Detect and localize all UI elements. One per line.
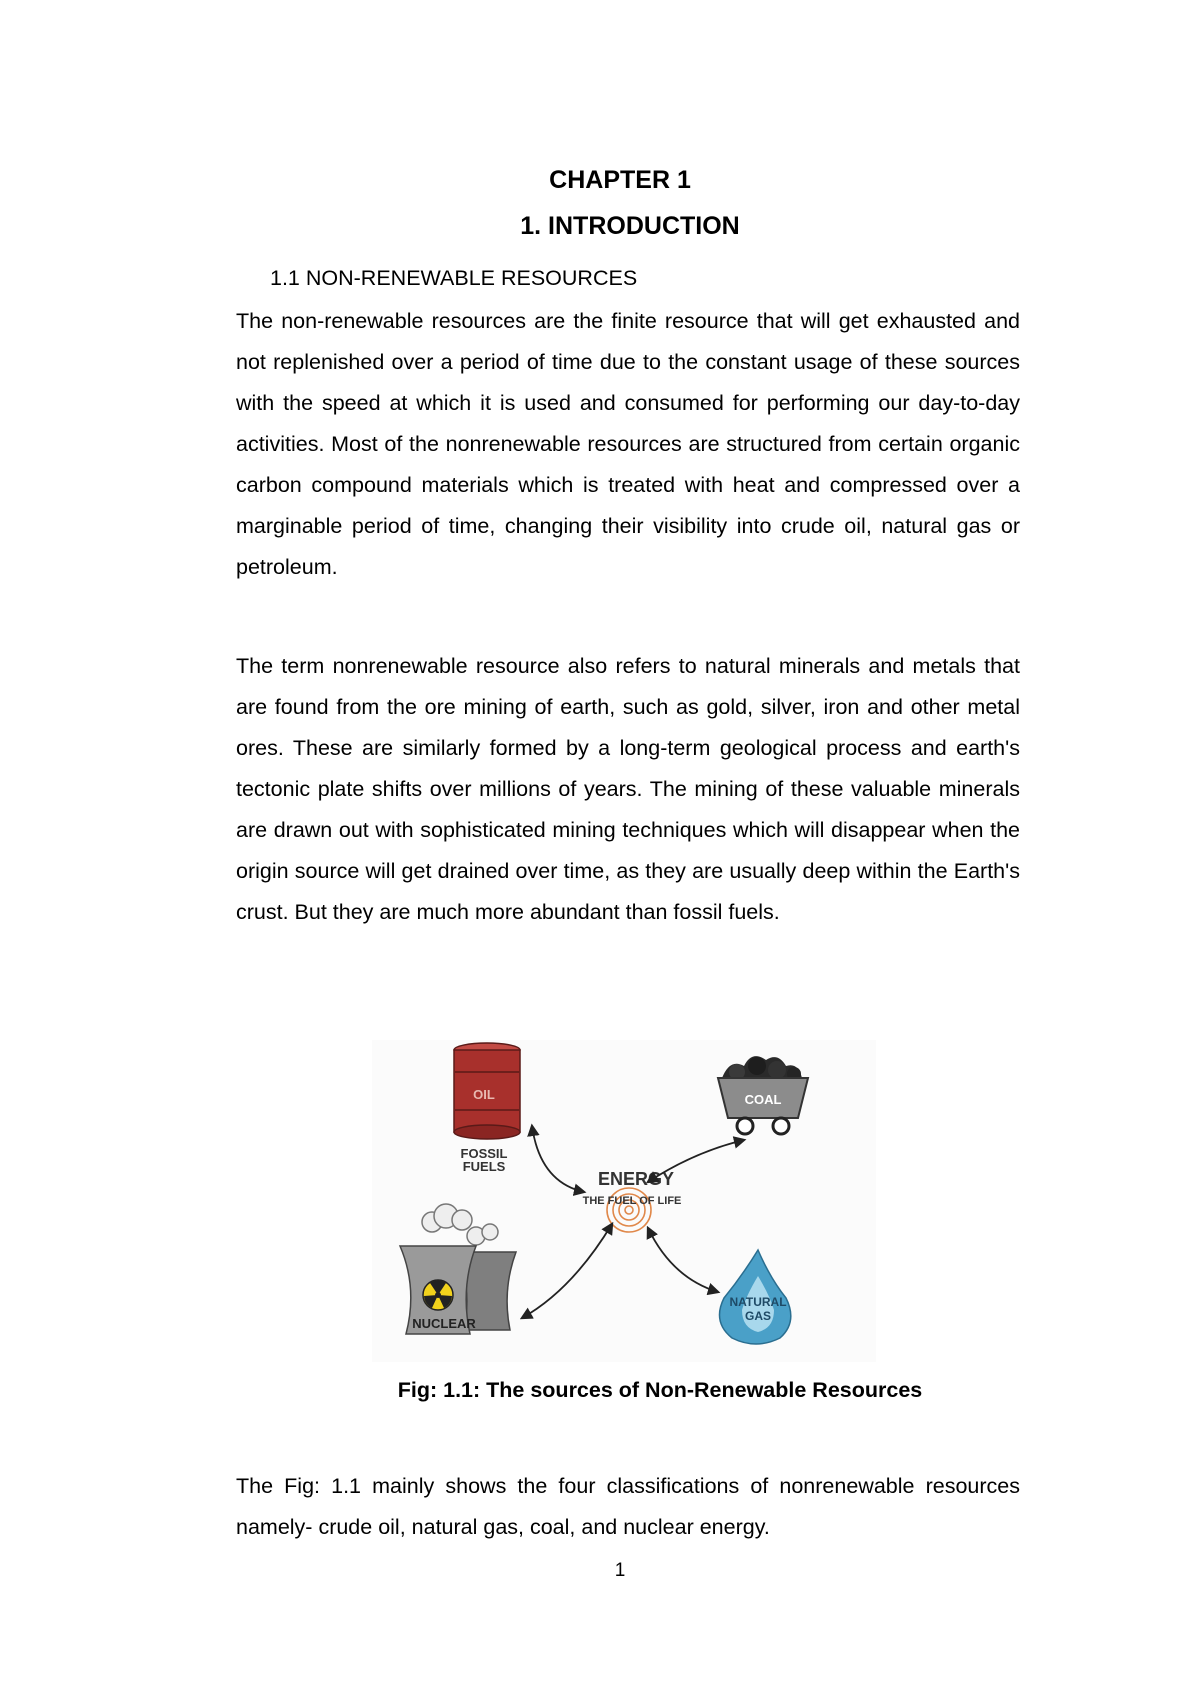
- paragraph-3: The Fig: 1.1 mainly shows the four classifications of nonrenewable resources namely- crude oil, natural gas, coal, and nuclear energy.: [236, 1474, 1020, 1539]
- paragraph-1: The non-renewable resources are the finite resource that will get exhausted and not replenished over a period of time due to the constant usage of these sources with the speed at which it is used and consumed for performing our day-to-day activities. Most of the nonrenewable resources are structured from certain organic carbon compound materials which is treated with heat and compressed over a marginable period of time, changing their visibility into crude oil, natural gas or petroleum.: [236, 309, 1020, 579]
- non-renewable-sources-figure: [372, 1040, 876, 1362]
- nuclear-label: NUCLEAR: [412, 1316, 476, 1331]
- intro-heading: 1. INTRODUCTION: [520, 212, 740, 240]
- section-heading: 1.1 NON-RENEWABLE RESOURCES: [270, 266, 638, 290]
- oil-label: OIL: [473, 1087, 495, 1102]
- paragraph-2: The term nonrenewable resource also refers to natural minerals and metals that are found from the ore mining of earth, such as gold, silver, iron and other metal ores. These are similarly formed by a long-term geological process and earth's tectonic plate shifts over millions of years. The mining of these valuable minerals are drawn out with sophisticated mining techniques which will disappear when the origin source will get drained over time, as they are usually deep within the Earth's crust. But they are much more abundant than fossil fuels.: [236, 654, 1020, 924]
- oil-barrel-icon: [454, 1043, 520, 1139]
- gas-label-2: GAS: [744, 1309, 772, 1323]
- gas-label-1: NATURAL: [729, 1295, 787, 1309]
- page-number: 1: [614, 1560, 626, 1581]
- chapter-heading: CHAPTER 1: [549, 166, 691, 194]
- figure-caption: Fig: 1.1: The sources of Non-Renewable Resources: [397, 1378, 923, 1402]
- energy-subtitle: THE FUEL OF LIFE: [582, 1195, 682, 1207]
- coal-label: COAL: [744, 1092, 782, 1107]
- energy-title: ENERGY: [597, 1169, 675, 1189]
- fossil-label-2: FUELS: [462, 1159, 506, 1174]
- fossil-label-1: FOSSIL: [460, 1146, 508, 1161]
